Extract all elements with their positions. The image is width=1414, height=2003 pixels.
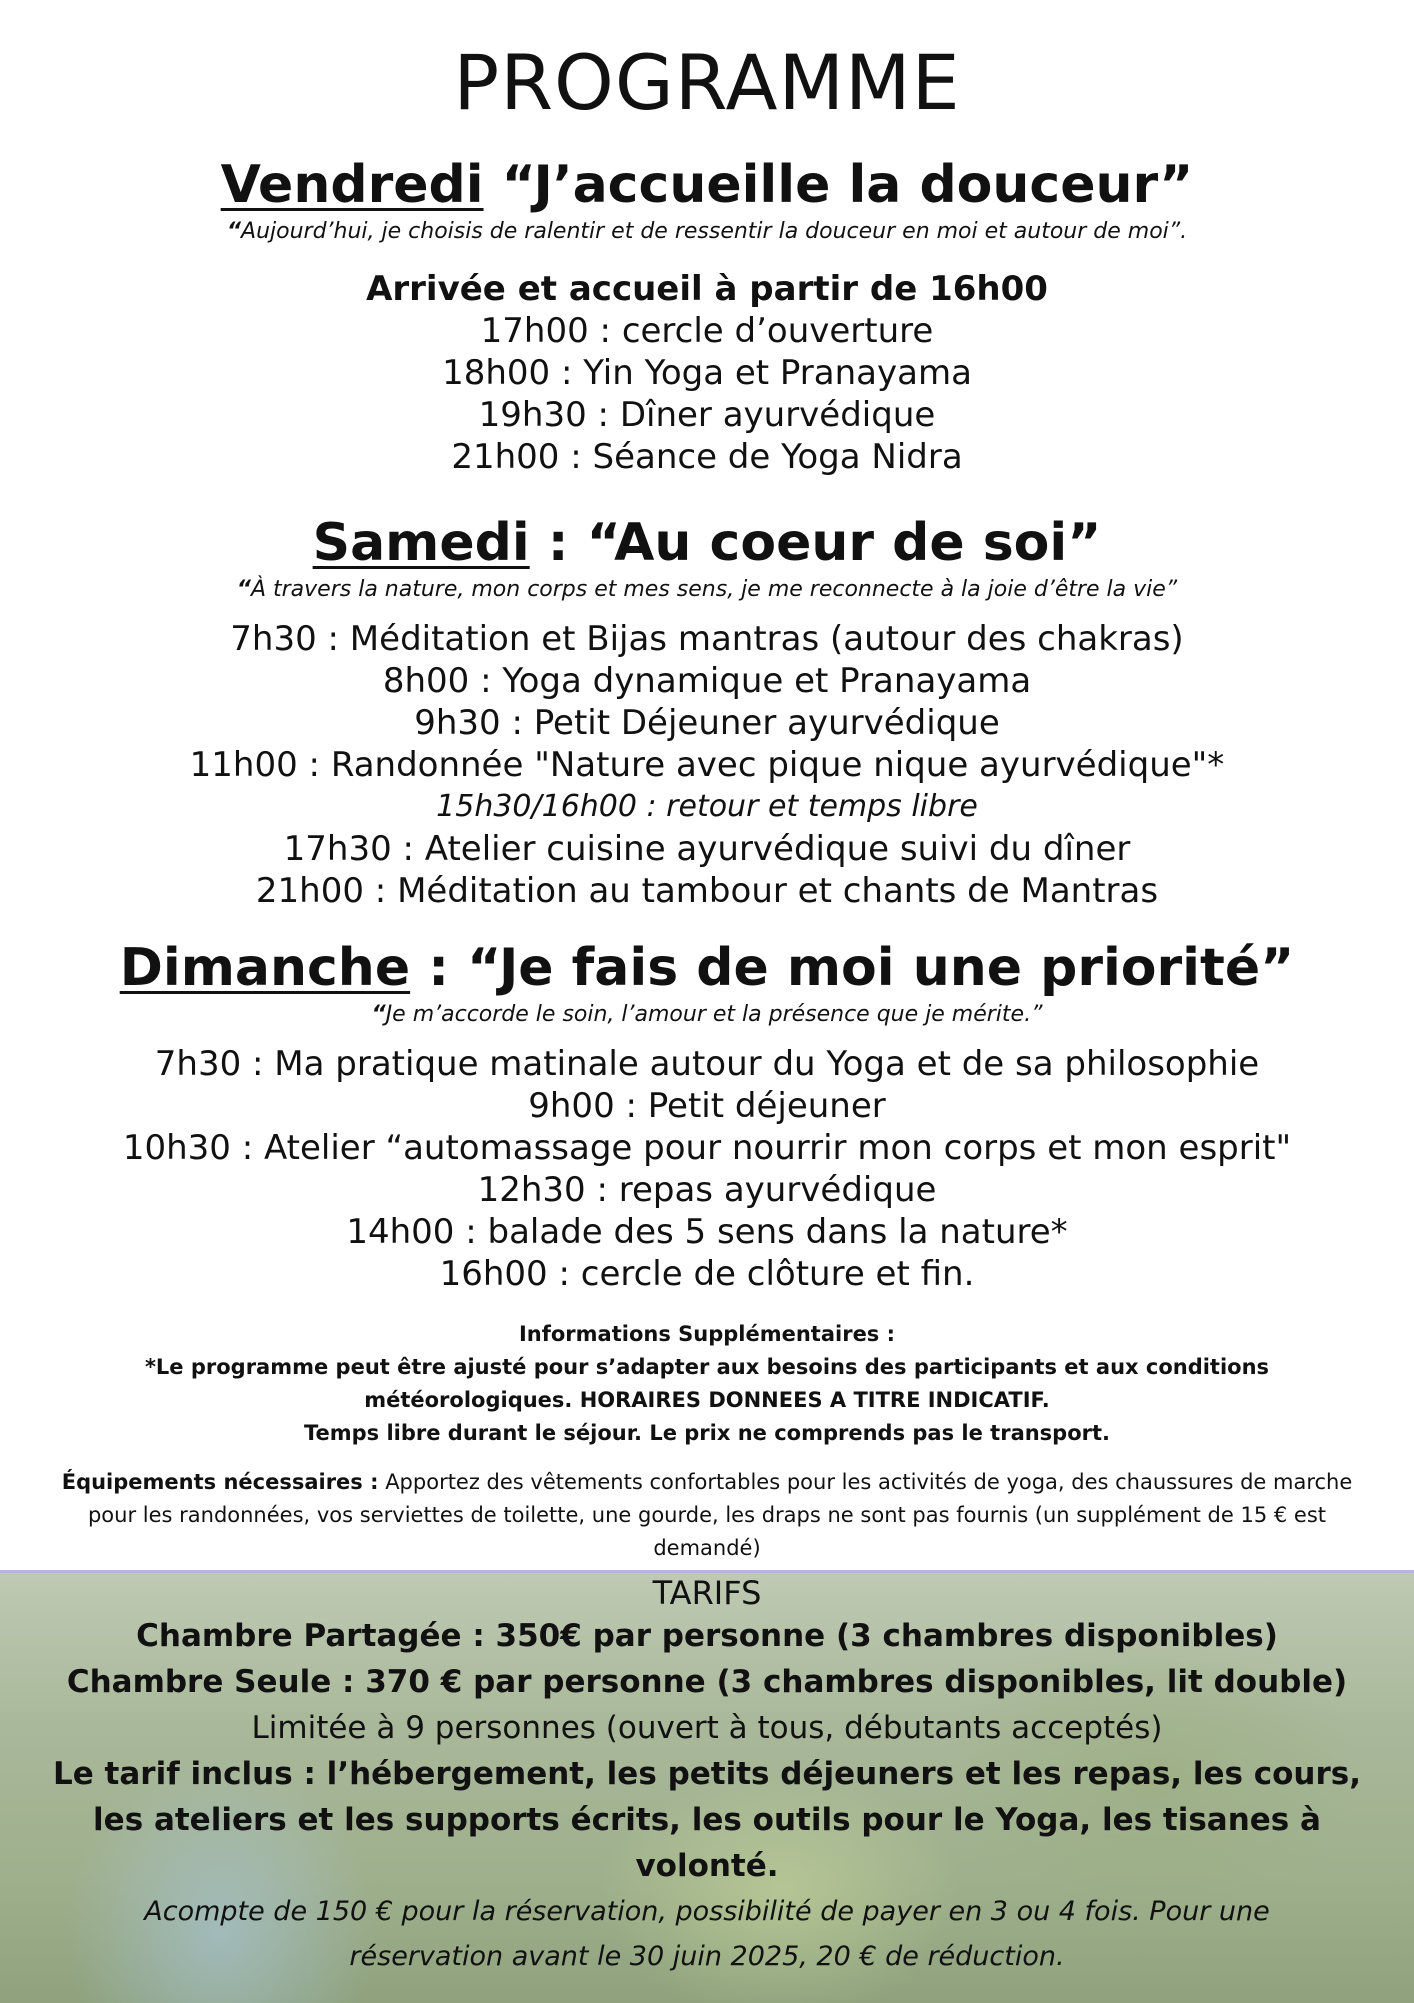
page-title: PROGRAMME	[453, 38, 961, 127]
friday-quote	[0, 218, 1414, 246]
equipment-info	[50, 1466, 1364, 1565]
saturday-free-time: 15h30/16h00 : retour et temps libre	[436, 789, 978, 824]
saturday-item-4: 11h00 : Randonnée "Nature avec pique nique ayurvédique"*	[189, 745, 1225, 785]
sunday-theme: : “Je fais de moi une priorité”	[410, 938, 1295, 998]
friday-item-4: 21h00 : Séance de Yoga Nidra	[451, 437, 963, 477]
friday-theme: “J’accueille la douceur”	[483, 155, 1194, 215]
tarif-included: Le tarif inclus : l’hébergement, les petits déjeuners et les repas, les cours, les ateliers et les supports écrits, les outils pour le Yoga, les tisanes à volonté.	[52, 1756, 1361, 1884]
sunday-item-5: 14h00 : balade des 5 sens dans la nature*	[346, 1212, 1068, 1252]
tarif-single-room: Chambre Seule : 370 € par personne (3 chambres disponibles, lit double)	[66, 1664, 1348, 1700]
saturday-item-1: 7h30 : Méditation et Bijas mantras (autour des chakras)	[230, 619, 1184, 659]
sunday-day-name: Dimanche	[119, 938, 411, 998]
equipment-label: Équipements nécessaires :	[61, 1470, 379, 1494]
friday-day-name: Vendredi	[220, 155, 484, 215]
friday-section	[0, 152, 1414, 478]
saturday-quote-mark: “	[236, 577, 251, 602]
info-line-2: Temps libre durant le séjour. Le prix ne comprends pas le transport.	[303, 1421, 1111, 1445]
sunday-item-3: 10h30 : Atelier “automassage pour nourrir mon corps et mon esprit"	[122, 1128, 1292, 1168]
tarifs-heading: TARIFS	[652, 1574, 762, 1612]
saturday-item-6: 21h00 : Méditation au tambour et chants de Mantras	[255, 871, 1159, 911]
tarif-shared-room: Chambre Partagée : 350€ par personne (3 chambres disponibles)	[136, 1618, 1278, 1654]
saturday-day-name: Samedi	[312, 513, 530, 573]
sunday-item-2: 9h00 : Petit déjeuner	[528, 1086, 886, 1126]
saturday-item-3: 9h30 : Petit Déjeuner ayurvédique	[414, 703, 1000, 743]
friday-item-1: 17h00 : cercle d’ouverture	[480, 311, 934, 351]
friday-arrival: Arrivée et accueil à partir de 16h00	[366, 269, 1048, 309]
sunday-item-1: 7h30 : Ma pratique matinale autour du Yoga et de sa philosophie	[154, 1044, 1260, 1084]
saturday-item-5: 17h30 : Atelier cuisine ayurvédique suivi du dîner	[283, 829, 1131, 869]
sunday-section	[0, 935, 1414, 1295]
sunday-quote	[0, 1001, 1414, 1029]
equipment-paragraph	[50, 1466, 1364, 1565]
sunday-item-4: 12h30 : repas ayurvédique	[477, 1170, 937, 1210]
sunday-heading	[0, 935, 1414, 1001]
tarif-limit: Limitée à 9 personnes (ouvert à tous, débutants acceptés)	[251, 1710, 1163, 1746]
saturday-quote	[0, 576, 1414, 604]
saturday-quote-text: À travers la nature, mon corps et mes sens, je me reconnecte à la joie d’être la vie”	[250, 577, 1178, 602]
tarifs-panel	[0, 1570, 1414, 2003]
info-heading: Informations Supplémentaires :	[518, 1322, 896, 1346]
additional-info	[40, 1318, 1374, 1450]
sunday-item-6: 16h00 : cercle de clôture et fin.	[439, 1254, 975, 1294]
friday-item-3: 19h30 : Dîner ayurvédique	[478, 395, 936, 435]
saturday-section	[0, 510, 1414, 912]
info-line-1: *Le programme peut être ajusté pour s’adapter aux besoins des participants et aux conditions météorologiques. HORAIRES DONNEES A TITRE INDICATIF.	[144, 1355, 1270, 1412]
sunday-quote-mark: “	[371, 1002, 386, 1027]
saturday-heading	[0, 510, 1414, 576]
saturday-theme: : “Au coeur de soi”	[529, 513, 1102, 573]
friday-quote-mark: “	[226, 219, 242, 244]
saturday-item-2: 8h00 : Yoga dynamique et Pranayama	[382, 661, 1032, 701]
friday-quote-text: Aujourd’hui, je choisis de ralentir et de ressentir la douceur en moi et autour de moi”.	[241, 219, 1188, 244]
friday-heading	[0, 152, 1414, 218]
sunday-quote-text: Je m’accorde le soin, l’amour et la présence que je mérite.”	[385, 1002, 1043, 1027]
equipment-text: Apportez des vêtements confortables pour les activités de yoga, des chaussures de marche pour les randonnées, vos serviettes de toilette, une gourde, les draps ne sont pas fournis (un supplément de 15 € est demandé)	[87, 1470, 1353, 1560]
friday-item-2: 18h00 : Yin Yoga et Pranayama	[442, 353, 972, 393]
tarif-deposit: Acompte de 150 € pour la réservation, possibilité de payer en 3 ou 4 fois. Pour une réservation avant le 30 juin 2025, 20 € de réduction.	[144, 1896, 1270, 1972]
